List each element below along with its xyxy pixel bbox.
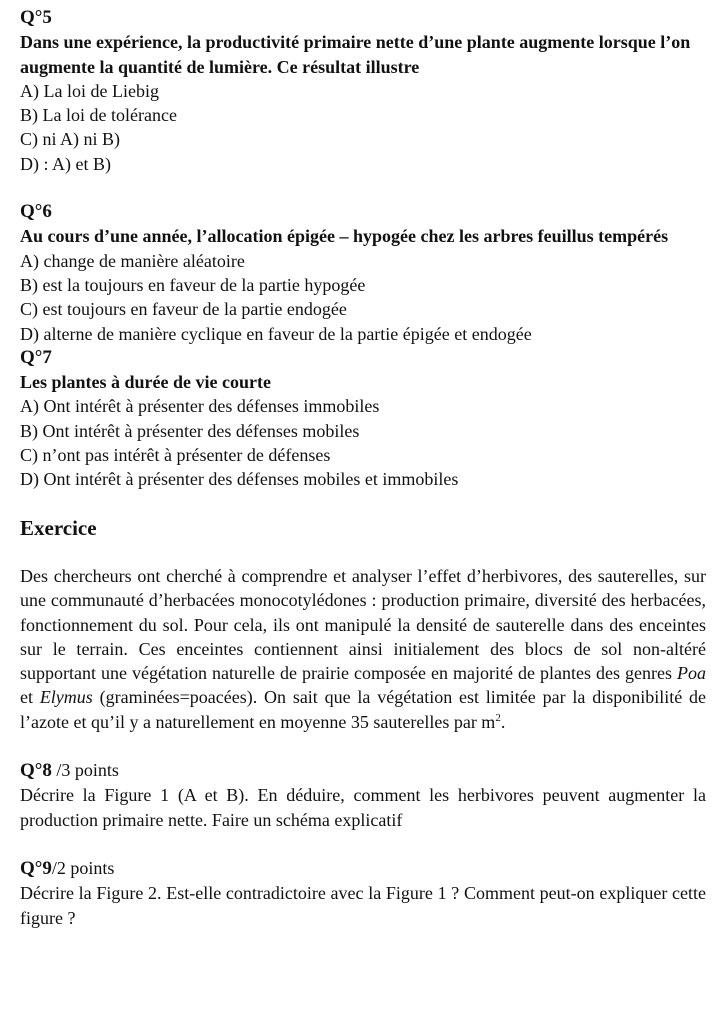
q7-number: Q°7 bbox=[20, 346, 52, 368]
q8-text: Décrire la Figure 1 (A et B). En déduire, comment les herbivores peuvent augmenter la production primaire nette. Faire un schéma explicatif bbox=[20, 785, 706, 830]
q6-option-b: B) est la toujours en faveur de la partie hypogée bbox=[20, 274, 366, 295]
exercice-and: et bbox=[20, 687, 33, 708]
exercice-text-end: (graminées=poacées). On sait que la végétation est limitée par la disponibilité de l’azote et qu’il y a naturellement en moyenne 35 sauterelles par m bbox=[20, 687, 706, 732]
q7-option-b: B) Ont intérêt à présenter des défenses mobiles bbox=[20, 420, 360, 441]
q5-option-c: C) ni A) ni B) bbox=[20, 129, 121, 150]
q5-option-d: D) : A) et B) bbox=[20, 153, 111, 174]
exercice-superscript: 2 bbox=[495, 711, 501, 724]
genus-elymus: Elymus bbox=[39, 687, 93, 708]
q5-option-b: B) La loi de tolérance bbox=[20, 105, 177, 126]
q6-option-c: C) est toujours en faveur de la partie endogée bbox=[20, 299, 347, 320]
q9-points: /2 points bbox=[51, 857, 115, 878]
q5-option-a: A) La loi de Liebig bbox=[20, 80, 159, 101]
q7-stem: Les plantes à durée de vie courte bbox=[20, 372, 271, 393]
q9-number: Q°9 bbox=[20, 857, 52, 879]
exercice-text: Des chercheurs ont cherché à comprendre et analyser l’effet d’herbivores, des sauterelles, sur une communauté d’herbacées monocotylédones : production primaire, diversité des herbacées, fonctionnement du sol. Pour cela, ils ont manipulé la densité de sauterelle dans des enceintes sur le terrain. Ces enceintes contiennent ainsi initialement des blocs de sol non-altéré supportant une végétation naturelle de prairie composée en majorité de plantes des genres bbox=[20, 565, 706, 684]
q8-header bbox=[20, 758, 706, 783]
q5-number: Q°5 bbox=[20, 7, 52, 28]
q9-header bbox=[20, 856, 706, 881]
exercice-paragraph bbox=[20, 564, 706, 734]
q8-points: /3 points bbox=[56, 760, 119, 781]
exercice-dot: . bbox=[500, 711, 506, 732]
q6-stem: Au cours d’une année, l’allocation épigée – hypogée chez les arbres feuillus tempérés bbox=[20, 226, 669, 247]
q7-option-a: A) Ont intérêt à présenter des défenses immobiles bbox=[20, 396, 380, 417]
genus-poa: Poa bbox=[677, 663, 707, 684]
q5-stem: Dans une expérience, la productivité primaire nette d’une plante augmente lorsque l’on augmente la quantité de lumière. Ce résultat illustre bbox=[20, 32, 691, 77]
q9-text: Décrire la Figure 2. Est-elle contradictoire avec la Figure 1 ? Comment peut-on expliquer cette figure ? bbox=[20, 883, 706, 928]
q6-number: Q°6 bbox=[20, 201, 52, 223]
q6-option-a: A) change de manière aléatoire bbox=[20, 250, 245, 271]
q7-option-d: D) Ont intérêt à présenter des défenses mobiles et immobiles bbox=[20, 469, 459, 490]
q7-option-c: C) n’ont pas intérêt à présenter de défenses bbox=[20, 445, 331, 466]
q8-number: Q°8 bbox=[20, 760, 52, 782]
q6-option-d: D) alterne de manière cyclique en faveur de la partie épigée et endogée bbox=[20, 323, 532, 344]
exercice-title: Exercice bbox=[20, 515, 97, 540]
